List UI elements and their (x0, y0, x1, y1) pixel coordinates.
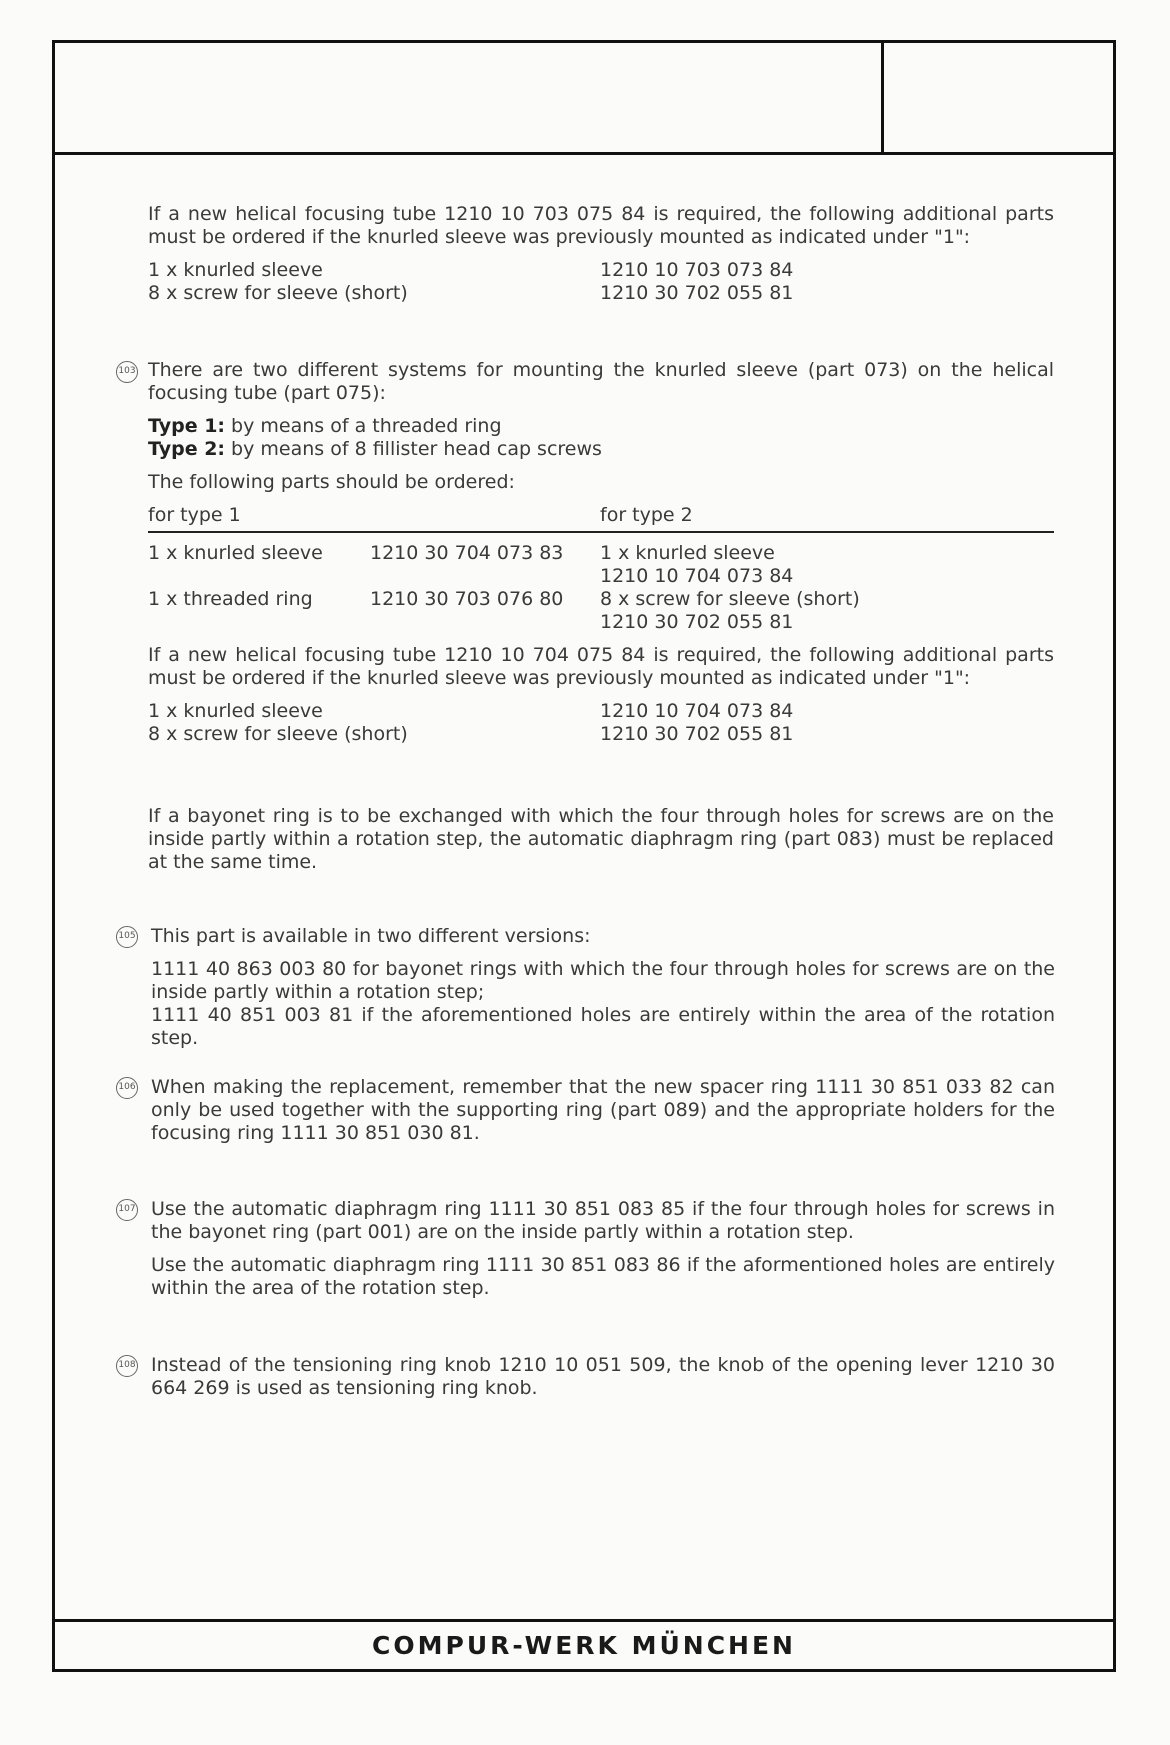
type-1-desc: 1 x threaded ring (148, 588, 313, 610)
type-2-cell (600, 588, 1054, 634)
header-box-divider (881, 40, 884, 154)
type-1-label: Type 1: (148, 415, 226, 437)
order-text: The following parts should be ordered: (148, 471, 515, 493)
section-marker-107: 107 (116, 1199, 138, 1221)
type-2-label: Type 2: (148, 438, 226, 460)
section-a-intro: If a new helical focusing tube 1210 10 703 075 84 is required, the following additional parts must be ordered if the knurled sleeve was previously mounted as indicated under "1": (148, 203, 1054, 248)
section-107-text-1: Use the automatic diaphragm ring 1111 30 851 083 85 if the four through holes for screws in the bayonet ring (part 001) are on the inside partly within a rotation step. (151, 1198, 1055, 1243)
type-2-cell (600, 542, 1054, 588)
part-number: 1210 10 704 073 84 (600, 700, 794, 722)
type-2-desc: 8 x screw for sleeve (short) (600, 588, 860, 610)
section-103 (148, 359, 1054, 746)
part-desc: 8 x screw for sleeve (short) (148, 282, 408, 304)
part-desc: 1 x knurled sleeve (148, 700, 323, 722)
part-row (148, 282, 1054, 305)
parts-table (148, 542, 1054, 634)
part-desc: 1 x knurled sleeve (148, 259, 323, 281)
part-row (148, 700, 1054, 723)
type-2-desc: 1 x knurled sleeve (600, 542, 775, 564)
section-marker-106: 106 (116, 1077, 138, 1099)
section-103-follow: If a new helical focusing tube 1210 10 704 075 84 is required, the following additional parts must be ordered if the knurled sleeve was previously mounted as indicated under "1": (148, 644, 1054, 689)
section-a-parts (148, 259, 1054, 305)
header-divider (52, 152, 1116, 155)
part-number: 1210 10 703 073 84 (600, 259, 794, 281)
table-row (148, 542, 1054, 588)
section-103-parts (148, 700, 1054, 746)
section-107 (151, 1198, 1055, 1300)
part-row (148, 723, 1054, 746)
section-marker-108: 108 (116, 1355, 138, 1377)
type-list (148, 415, 1054, 461)
section-marker-105: 105 (116, 926, 138, 948)
part-desc: 8 x screw for sleeve (short) (148, 723, 408, 745)
type-2-number: 1210 10 704 073 84 (600, 565, 794, 587)
section-a (148, 203, 1054, 305)
footer-company-name: COMPUR-WERK MÜNCHEN (372, 1631, 796, 1660)
section-104 (148, 805, 1054, 874)
section-105-intro: This part is available in two different versions: (151, 925, 591, 947)
section-marker-103: 103 (116, 361, 138, 383)
part-number: 1210 30 702 055 81 (600, 723, 794, 745)
type-2-number: 1210 30 702 055 81 (600, 611, 794, 633)
type-2-text: by means of 8 fillister head cap screws (225, 438, 602, 460)
section-106 (151, 1076, 1055, 1145)
section-103-intro: There are two different systems for mounting the knurled sleeve (part 073) on the helical focusing tube (part 075): (148, 359, 1054, 404)
type-2-line (148, 438, 1054, 461)
type-1-number: 1210 30 703 076 80 (370, 588, 564, 610)
type-1-number: 1210 30 704 073 83 (370, 542, 564, 564)
section-105 (151, 925, 1055, 1050)
type-1-desc: 1 x knurled sleeve (148, 542, 323, 564)
section-107-text-2: Use the automatic diaphragm ring 1111 30 851 083 86 if the aformentioned holes are entirely within the area of the rotation step. (151, 1254, 1055, 1299)
parts-table-header (148, 504, 1054, 533)
section-104-text: If a bayonet ring is to be exchanged with which the four through holes for screws are on the inside partly within a rotation step, the automatic diaphragm ring (part 083) must be replaced at the same time. (148, 805, 1054, 873)
section-108-text: Instead of the tensioning ring knob 1210 10 051 509, the knob of the opening lever 1210 30 664 269 is used as tensioning ring knob. (151, 1354, 1055, 1399)
col-type-1-header: for type 1 (148, 504, 241, 526)
part-row (148, 259, 1054, 282)
section-105-line-1: 1111 40 863 003 80 for bayonet rings with which the four through holes for screws are on the inside partly within a rotation step; (151, 958, 1055, 1003)
type-1-line (148, 415, 1054, 438)
section-106-text: When making the replacement, remember that the new spacer ring 1111 30 851 033 82 can only be used together with the supporting ring (part 089) and the appropriate holders for the focusing ring 1111 30 851 030 81. (151, 1076, 1055, 1144)
section-108 (151, 1354, 1055, 1400)
section-105-line-2: 1111 40 851 003 81 if the aforementioned holes are entirely within the area of the rotation step. (151, 1004, 1055, 1049)
type-1-text: by means of a threaded ring (225, 415, 502, 437)
part-number: 1210 30 702 055 81 (600, 282, 794, 304)
col-type-2-header: for type 2 (600, 504, 693, 526)
table-row (148, 588, 1054, 634)
